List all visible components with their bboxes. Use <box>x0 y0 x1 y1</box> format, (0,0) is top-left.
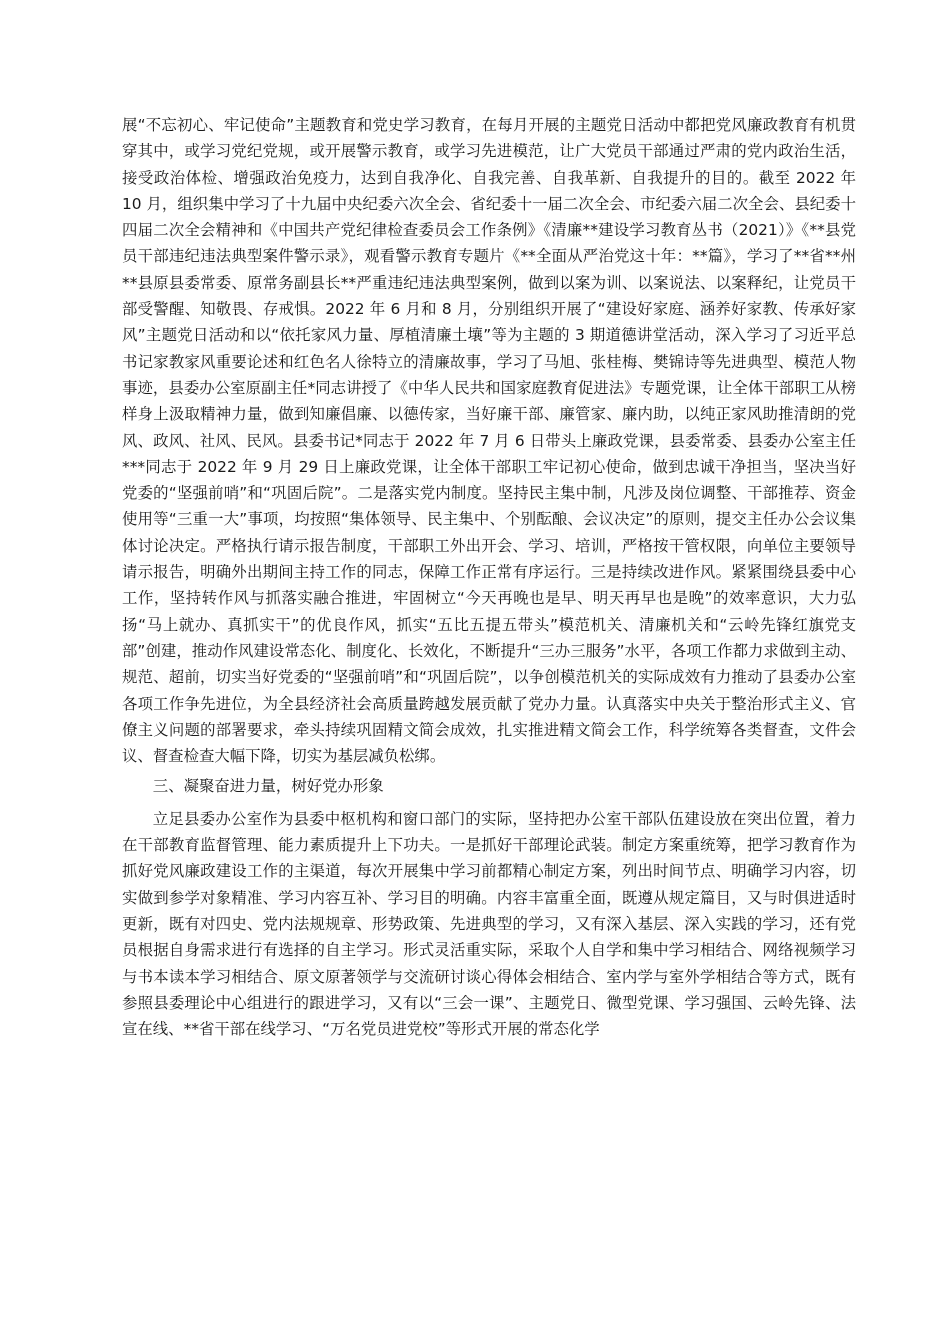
document-page <box>122 112 856 1042</box>
body-paragraph-1: 展“不忘初心、牢记使命”主题教育和党史学习教育，在每月开展的主题党日活动中都把党风廉政教育有机贯穿其中，或学习党纪党规，或开展警示教育，或学习先进模范，让广大党员干部通过严肃的党内政治生活，接受政治体检、增强政治免疫力，达到自我净化、自我完善、自我革新、自我提升的目的。截至 2022 年 10 月，组织集中学习了十九届中央纪委六次全会、省纪委十一届二次全会、市纪委六届二次全会、县纪委十四届二次全会精神和《中国共产党纪律检查委员会工作条例》《清廉**建设学习教育丛书（2021）》《**县党员干部违纪违法典型案件警示录》，观看警示教育专题片《**全面从严治党这十年：**篇》，学习了**省**州**县原县委常委、原常务副县长**严重违纪违法典型案例，做到以案为训、以案说法、以案释纪，让党员干部受警醒、知敬畏、存戒惧。2022 年 6 月和 8 月，分别组织开展了“建设好家庭、涵养好家教、传承好家风”主题党日活动和以“依托家风力量、厚植清廉土壤”等为主题的 3 期道德讲堂活动，深入学习了习近平总书记家教家风重要论述和红色名人徐特立的清廉故事，学习了马旭、张桂梅、樊锦诗等先进典型、模范人物事迹，县委办公室原副主任*同志讲授了《中华人民共和国家庭教育促进法》专题党课，让全体干部职工从榜样身上汲取精神力量，做到知廉倡廉、以德传家，当好廉干部、廉管家、廉内助，以纯正家风助推清朗的党风、政风、社风、民风。县委书记*同志于 2022 年 7 月 6 日带头上廉政党课，县委常委、县委办公室主任***同志于 2022 年 9 月 29 日上廉政党课，让全体干部职工牢记初心使命，做到忠诚干净担当，坚决当好党委的“坚强前哨”和“巩固后院”。二是落实党内制度。坚持民主集中制，凡涉及岗位调整、干部推荐、资金使用等“三重一大”事项，均按照“集体领导、民主集中、个别酝酿、会议决定”的原则，提交主任办公会议集体讨论决定。严格执行请示报告制度，干部职工外出开会、学习、培训，严格按干管权限，向单位主要领导请示报告，明确外出期间主持工作的同志，保障工作正常有序运行。三是持续改进作风。紧紧围绕县委中心工作，坚持转作风与抓落实融合推进，牢固树立“今天再晚也是早、明天再早也是晚”的效率意识，大力弘扬“马上就办、真抓实干”的优良作风，抓实“五比五提五带头”模范机关、清廉机关和“云岭先锋红旗党支部”创建，推动作风建设常态化、制度化、长效化，不断提升“三办三服务”水平，各项工作都力求做到主动、规范、超前，切实当好党委的“坚强前哨”和“巩固后院”，以争创模范机关的实际成效有力推动了县委办公室各项工作争先进位，为全县经济社会高质量跨越发展贡献了党办力量。认真落实中央关于整治形式主义、官僚主义问题的部署要求，牵头持续巩固精文简会成效，扎实推进精文简会工作，科学统筹各类督查，文件会议、督查检查大幅下降，切实为基层减负松绑。 <box>122 116 856 766</box>
section-heading-3: 三、凝聚奋进力量，树好党办形象 <box>152 777 384 796</box>
body-paragraph-2: 立足县委办公室作为县委中枢机构和窗口部门的实际，坚持把办公室干部队伍建设放在突出位置，着力在干部教育监督管理、能力素质提升上下功夫。一是抓好干部理论武装。制定方案重统筹，把学习教育作为抓好党风廉政建设工作的主渠道，每次开展集中学习前都精心制定方案，列出时间节点、明确学习内容，切实做到参学对象精准、学习内容互补、学习目的明确。内容丰富重全面，既遵从规定篇目，又与时俱进适时更新，既有对四史、党内法规规章、形势政策、先进典型的学习，又有深入基层、深入实践的学习，还有党员根据自身需求进行有选择的自主学习。形式灵活重实际，采取个人自学和集中学习相结合、网络视频学习与书本读本学习相结合、原文原著领学与交流研讨谈心得体会相结合、室内学与室外学相结合等方式，既有参照县委理论中心组进行的跟进学习，又有以“三会一课”、主题党日、微型党课、学习强国、云岭先锋、法宣在线、**省干部在线学习、“万名党员进党校”等形式开展的常态化学 <box>122 809 856 1039</box>
